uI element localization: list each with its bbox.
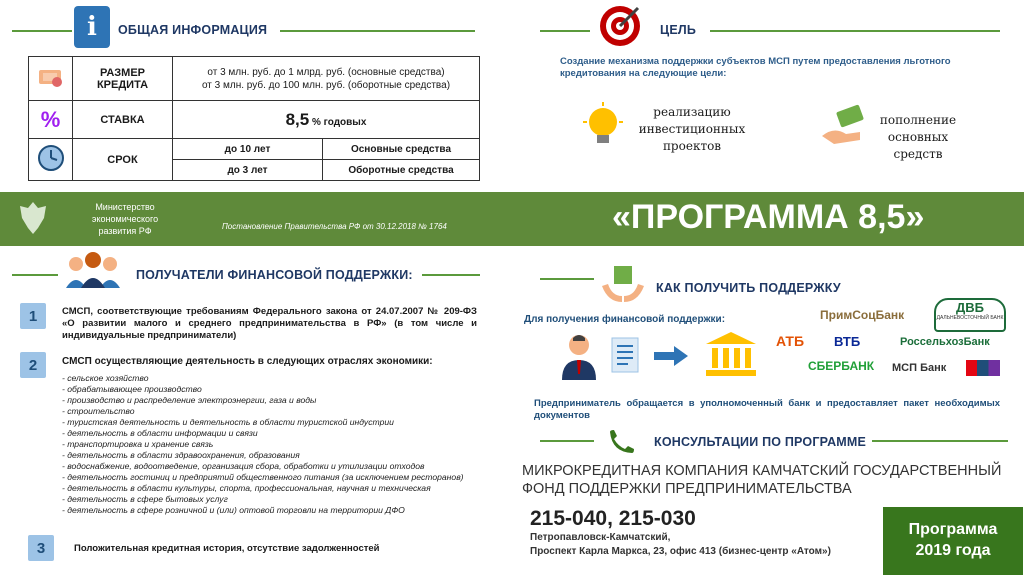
- bank-primsoc: ПримСоцБанк: [820, 308, 905, 322]
- list-item: - деятельность гостиниц и предприятий общественного питания (за исключением ресторанов): [62, 472, 464, 482]
- bank-dvb-sub: ДАЛЬНЕВОСТОЧНЫЙ БАНК: [936, 315, 1004, 321]
- msp-logo-icon: [966, 360, 1000, 376]
- size-line-1: от 3 млн. руб. до 1 млрд. руб. (основные средства): [207, 66, 445, 78]
- money-icon: [37, 66, 65, 88]
- goal-text: Создание механизма поддержки субъектов МСП путем предоставления льготного кредитования на следующие цели:: [560, 56, 951, 79]
- phone-icon: [606, 428, 636, 459]
- program-year-badge: [883, 507, 1023, 575]
- list-item: - деятельность в области информации и связи: [62, 428, 258, 438]
- section-divider: [710, 30, 1000, 32]
- bank-sber: СБЕРБАНК: [808, 359, 875, 373]
- recipient-item-3: Положительная кредитная история, отсутствие задолженностей: [74, 543, 380, 554]
- bank-vtb: ВТБ: [834, 334, 861, 349]
- sector-list: [62, 373, 482, 516]
- consult-address: Проспект Карла Маркса, 23, офис 413 (бизнес-центр «Атом»): [530, 546, 831, 557]
- bank-atb: АТБ: [776, 333, 805, 349]
- list-item: - транспортировка и хранение связь: [62, 439, 214, 449]
- consult-org: МИКРОКРЕДИТНАЯ КОМПАНИЯ КАМЧАТСКИЙ ГОСУДАРСТВЕННЫЙ ФОНД ПОДДЕРЖКИ ПРЕДПРИНИМАТЕЛЬСТВА: [522, 463, 1002, 497]
- document-icon: [610, 336, 642, 381]
- people-icon: [62, 250, 124, 295]
- consult-phones: 215-040, 215-030: [530, 507, 696, 530]
- list-item: - деятельность в сфере бытовых услуг: [62, 494, 228, 504]
- recipient-item-2: СМСП осуществляющие деятельность в следующих отраслях экономики:: [62, 356, 433, 367]
- bank-dvb-logo: [934, 298, 1006, 332]
- term-1: до 10 лет: [173, 139, 323, 160]
- goal-title: ЦЕЛЬ: [660, 23, 697, 37]
- program-year-text: Программа 2019 года: [908, 521, 998, 559]
- hands-cube-icon: [600, 262, 646, 311]
- clock-icon-cell: [29, 139, 73, 181]
- bank-building-icon: [704, 330, 758, 383]
- list-item: - водоснабжение, водоотведение, организация сбора, обработки и утилизации отходов: [62, 461, 425, 471]
- ministry-name: Министерство экономического развития РФ: [91, 202, 159, 236]
- bank-msp: МСП Банк: [892, 362, 947, 374]
- consult-city: Петропавловск-Камчатский,: [530, 532, 671, 543]
- target-icon: [598, 4, 642, 53]
- rate-label: СТАВКА: [73, 101, 173, 139]
- number-badge-3: 3: [28, 535, 54, 561]
- bank-rosselhoz: РоссельхозБанк: [900, 336, 990, 348]
- recipients-title: ПОЛУЧАТЕЛИ ФИНАНСОВОЙ ПОДДЕРЖКИ:: [136, 268, 413, 282]
- businessman-icon: [558, 332, 600, 385]
- term-1-desc: Основные средства: [323, 139, 480, 160]
- number-badge-2: 2: [20, 352, 46, 378]
- coat-of-arms-icon: [16, 198, 50, 243]
- howto-title: КАК ПОЛУЧИТЬ ПОДДЕРЖКУ: [656, 281, 841, 295]
- howto-subtitle: Для получения финансовой поддержки:: [524, 314, 726, 325]
- consult-title: КОНСУЛЬТАЦИИ ПО ПРОГРАММЕ: [654, 435, 867, 449]
- section-divider: [540, 440, 594, 442]
- list-item: - производство и распределение электроэнергии, газа и воды: [62, 395, 317, 405]
- list-item: - туристская деятельность и деятельность в области туристской индустрии: [62, 417, 394, 427]
- percent-icon-cell: [29, 101, 73, 139]
- info-icon: i: [74, 6, 110, 48]
- section-divider: [422, 274, 480, 276]
- section-divider: [540, 30, 590, 32]
- clock-icon: [37, 144, 65, 172]
- section-divider: [280, 30, 475, 32]
- lightbulb-icon: [580, 102, 626, 157]
- arrow-right-icon: [654, 346, 688, 371]
- general-info-title: ОБЩАЯ ИНФОРМАЦИЯ: [118, 23, 268, 37]
- section-divider: [12, 30, 72, 32]
- section-divider: [12, 274, 58, 276]
- percent-icon: %: [40, 106, 61, 132]
- params-table: [28, 56, 480, 181]
- list-item: - деятельность в сфере розничной и (или) оптовой торговли на территории ДФО: [62, 505, 405, 515]
- rate-value: 8,5: [285, 109, 310, 129]
- section-divider: [540, 278, 594, 280]
- term-label: СРОК: [73, 139, 173, 181]
- size-label: РАЗМЕР КРЕДИТА: [73, 57, 173, 101]
- term-2: до 3 лет: [173, 160, 323, 181]
- rate-unit: % годовых: [309, 116, 367, 128]
- goal-item-1: реализацию инвестиционных проектов: [638, 105, 746, 153]
- size-line-2: от 3 млн. руб. до 100 млн. руб. (оборотные средства): [201, 79, 451, 91]
- number-badge-1: 1: [20, 303, 46, 329]
- decree-text: Постановление Правительства РФ от 30.12.2018 № 1764: [222, 222, 447, 231]
- money-icon-cell: [29, 57, 73, 101]
- section-divider: [872, 440, 1008, 442]
- list-item: - деятельность в области здравоохранения, образования: [62, 450, 300, 460]
- term-2-desc: Оборотные средства: [323, 160, 480, 181]
- list-item: - деятельность в области культуры, спорта, профессиональная, научная и техническая: [62, 483, 431, 493]
- list-item: - обрабатывающее производство: [62, 384, 202, 394]
- list-item: - строительство: [62, 406, 135, 416]
- howto-note: Предприниматель обращается в уполномоченный банк и предоставляет пакет необходимых документов: [534, 398, 1000, 421]
- cash-hand-icon: [820, 104, 868, 153]
- goal-item-2: пополнение основных средств: [879, 113, 957, 161]
- program-title: «ПРОГРАММА 8,5»: [612, 198, 925, 236]
- recipient-item-1: СМСП, соответствующие требованиям Федерального закона от 24.07.2007 № 209-ФЗ «О развитии малого и среднего предпринимательства в РФ» (в том числе и индивидуальные предприниматели): [62, 306, 477, 341]
- bank-dvb: ДВБ: [956, 300, 984, 315]
- list-item: - сельское хозяйство: [62, 373, 149, 383]
